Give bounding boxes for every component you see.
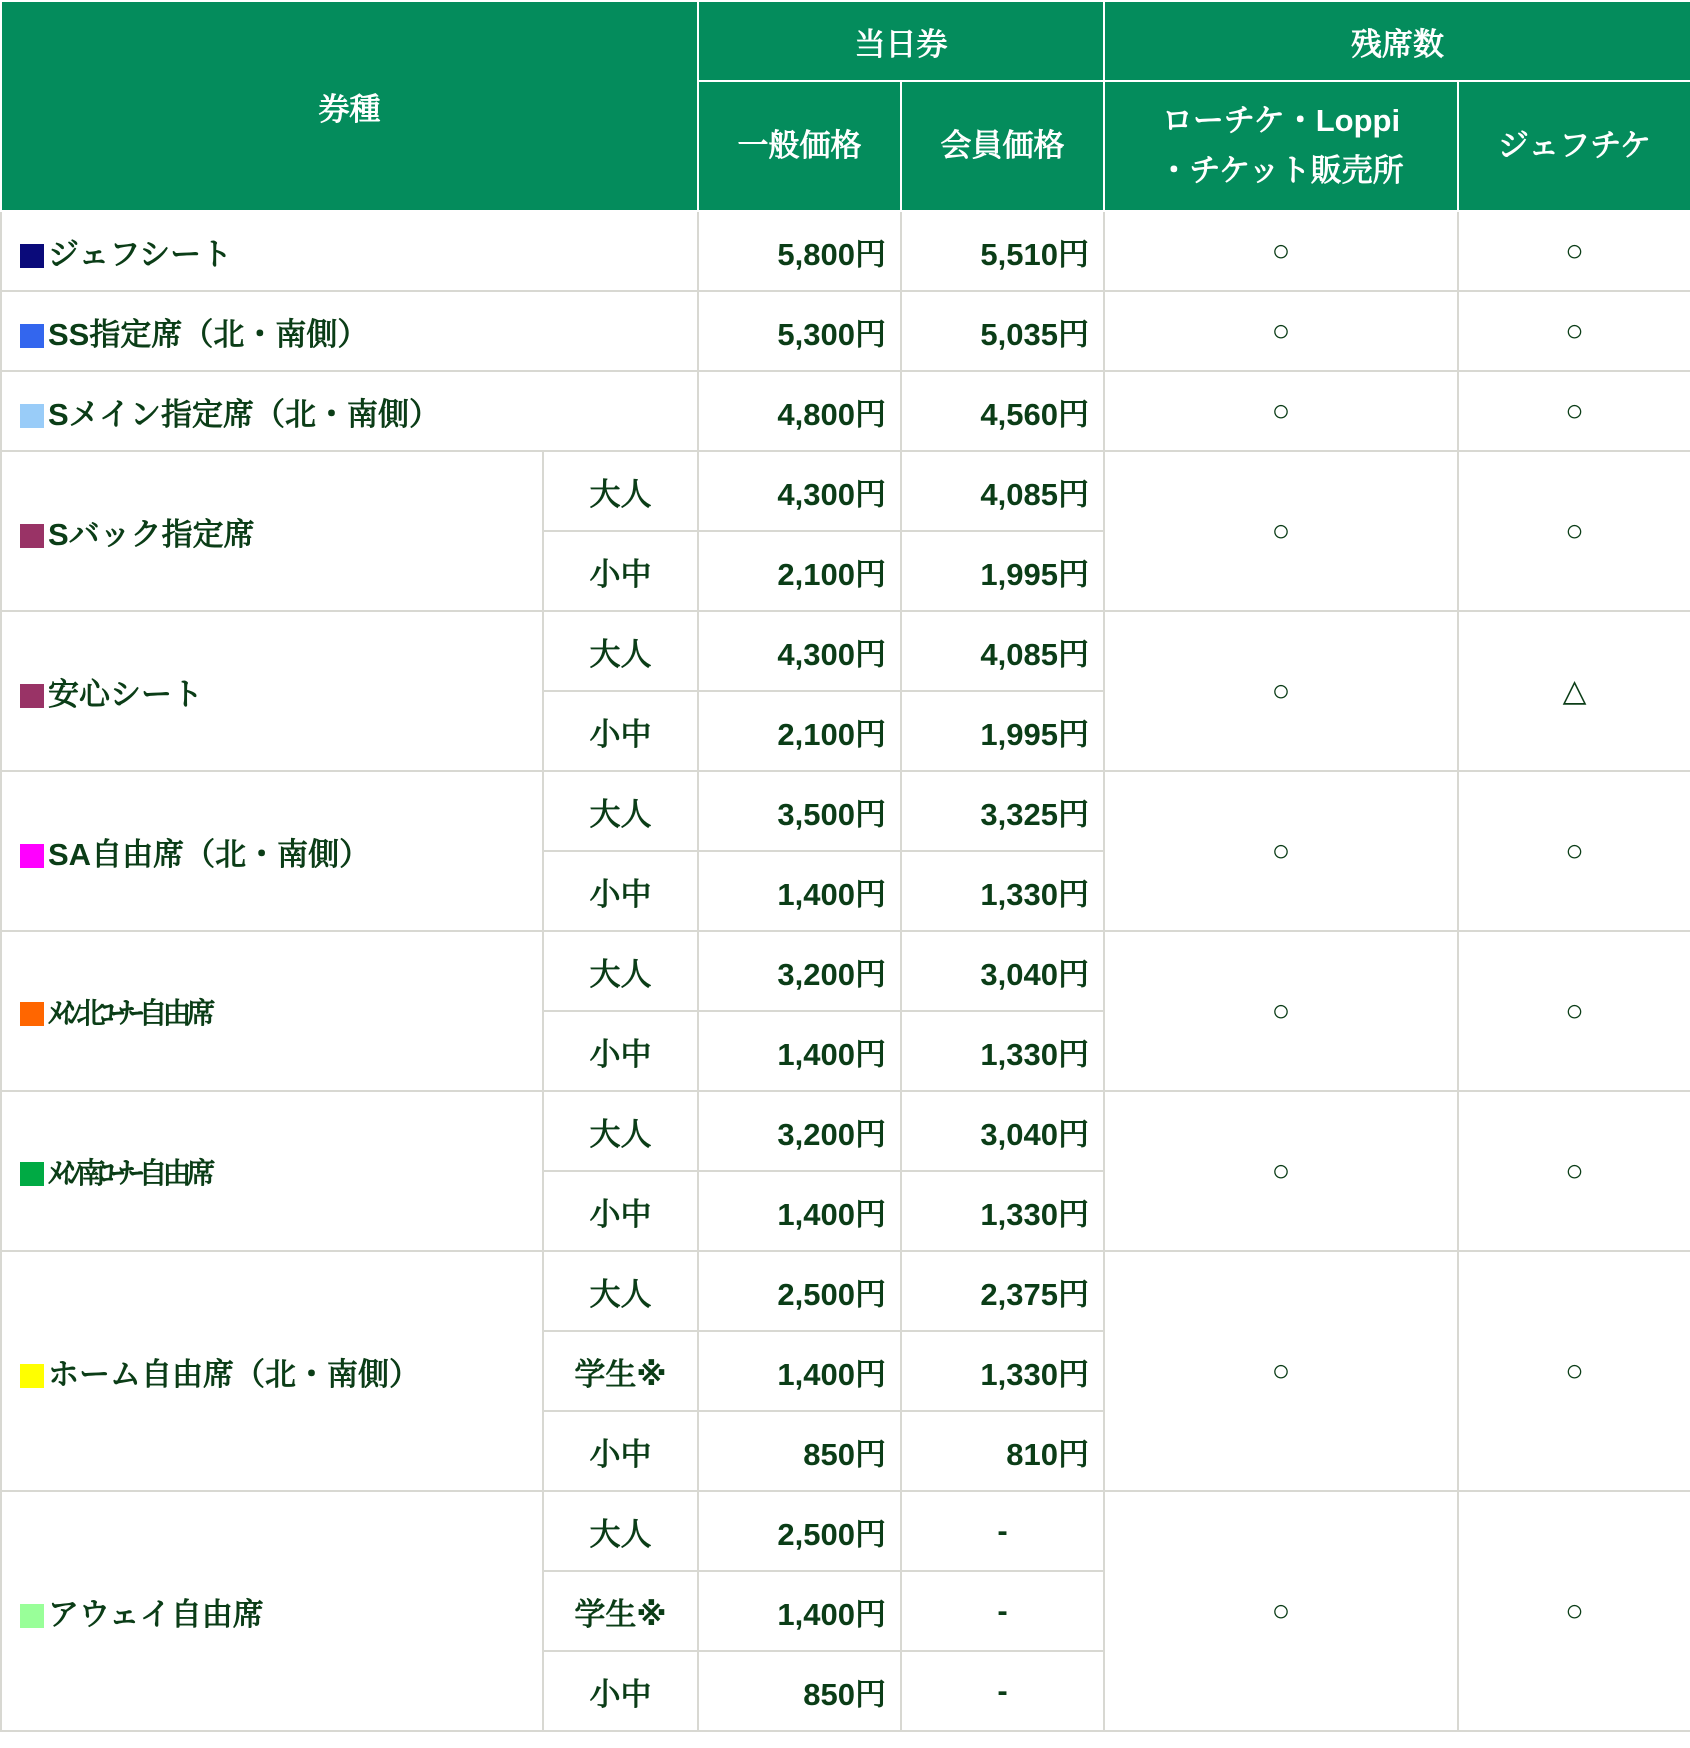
ticket-table-body: [1, 211, 1690, 1731]
seat-name: アウェイ自由席: [48, 1596, 264, 1632]
age-category: 学生※: [543, 1571, 698, 1651]
age-category: 小中: [543, 851, 698, 931]
lawson-availability: ○: [1104, 1491, 1458, 1731]
lawson-availability: ○: [1104, 931, 1458, 1091]
age-category: 小中: [543, 1411, 698, 1491]
seat-name: Sメイン指定席（北・南側）: [48, 396, 441, 432]
seat-name: SA自由席（北・南側）: [48, 836, 371, 872]
seat-color-swatch: [20, 1604, 44, 1628]
member-price: 5,035円: [901, 291, 1104, 371]
jef-availability: ○: [1458, 1091, 1690, 1251]
general-price: 1,400円: [698, 1171, 901, 1251]
lawson-availability: ○: [1104, 451, 1458, 611]
member-price: 1,330円: [901, 1331, 1104, 1411]
seat-name: ジェフシート: [48, 236, 233, 272]
lawson-availability: ○: [1104, 371, 1458, 451]
seat-color-swatch: [20, 844, 44, 868]
seat-name-cell: [1, 1091, 543, 1251]
age-category: 小中: [543, 1011, 698, 1091]
age-category: 大人: [543, 1491, 698, 1571]
age-category: 小中: [543, 1651, 698, 1731]
member-price: 4,560円: [901, 371, 1104, 451]
general-price: 850円: [698, 1651, 901, 1731]
jef-availability: ○: [1458, 771, 1690, 931]
table-row: [1, 211, 1690, 291]
member-price: 3,040円: [901, 1091, 1104, 1171]
jef-availability: ○: [1458, 291, 1690, 371]
seat-name-cell: [1, 611, 543, 771]
seat-name-cell: [1, 211, 698, 291]
seat-color-swatch: [20, 324, 44, 348]
member-price: 810円: [901, 1411, 1104, 1491]
general-price: 2,100円: [698, 531, 901, 611]
member-price: 1,330円: [901, 1171, 1104, 1251]
general-price: 1,400円: [698, 851, 901, 931]
age-category: 小中: [543, 691, 698, 771]
header-remaining-seats: 残席数: [1104, 1, 1690, 81]
table-row: [1, 451, 1690, 531]
seat-name-cell: [1, 931, 543, 1091]
seat-name: ﾒｲﾝ北ｺｰﾅｰ自由席: [48, 997, 211, 1030]
general-price: 4,300円: [698, 611, 901, 691]
general-price: 2,500円: [698, 1491, 901, 1571]
seat-name-cell: [1, 1491, 543, 1731]
general-price: 1,400円: [698, 1011, 901, 1091]
seat-name-cell: [1, 1251, 543, 1491]
age-category: 小中: [543, 1171, 698, 1251]
general-price: 5,300円: [698, 291, 901, 371]
general-price: 3,200円: [698, 931, 901, 1011]
general-price: 1,400円: [698, 1331, 901, 1411]
jef-availability: ○: [1458, 371, 1690, 451]
age-category: 大人: [543, 1091, 698, 1171]
member-price: -: [901, 1491, 1104, 1571]
table-row: [1, 1251, 1690, 1331]
seat-color-swatch: [20, 244, 44, 268]
header-ticket-type: 券種: [1, 1, 698, 211]
general-price: 850円: [698, 1411, 901, 1491]
jef-availability: ○: [1458, 211, 1690, 291]
lawson-availability: ○: [1104, 211, 1458, 291]
table-row: [1, 1491, 1690, 1571]
seat-color-swatch: [20, 1162, 44, 1186]
header-lawson-line1: ローチケ・Loppi: [1161, 103, 1401, 138]
seat-name-cell: [1, 451, 543, 611]
age-category: 小中: [543, 531, 698, 611]
lawson-availability: ○: [1104, 611, 1458, 771]
member-price: 1,995円: [901, 531, 1104, 611]
jef-availability: ○: [1458, 1491, 1690, 1731]
age-category: 大人: [543, 611, 698, 691]
seat-name: SS指定席（北・南側）: [48, 316, 369, 352]
member-price: 3,325円: [901, 771, 1104, 851]
seat-name-cell: [1, 371, 698, 451]
member-price: -: [901, 1651, 1104, 1731]
member-price: 5,510円: [901, 211, 1104, 291]
lawson-availability: ○: [1104, 1251, 1458, 1491]
age-category: 大人: [543, 931, 698, 1011]
member-price: 2,375円: [901, 1251, 1104, 1331]
seat-color-swatch: [20, 684, 44, 708]
lawson-availability: ○: [1104, 1091, 1458, 1251]
seat-name: Sバック指定席: [48, 516, 255, 552]
general-price: 4,800円: [698, 371, 901, 451]
age-category: 大人: [543, 451, 698, 531]
age-category: 大人: [543, 1251, 698, 1331]
seat-color-swatch: [20, 524, 44, 548]
header-lawson-line2: ・チケット販売所: [1158, 153, 1404, 188]
table-row: [1, 931, 1690, 1011]
general-price: 4,300円: [698, 451, 901, 531]
seat-name-cell: [1, 771, 543, 931]
age-category: 大人: [543, 771, 698, 851]
member-price: 4,085円: [901, 611, 1104, 691]
lawson-availability: ○: [1104, 771, 1458, 931]
seat-color-swatch: [20, 1002, 44, 1026]
seat-name-cell: [1, 291, 698, 371]
table-row: [1, 611, 1690, 691]
member-price: 1,330円: [901, 1011, 1104, 1091]
seat-color-swatch: [20, 1364, 44, 1388]
seat-color-swatch: [20, 404, 44, 428]
header-lawson-ticket: [1104, 81, 1458, 211]
member-price: -: [901, 1571, 1104, 1651]
general-price: 3,500円: [698, 771, 901, 851]
header-general-price: 一般価格: [698, 81, 901, 211]
table-row: [1, 1091, 1690, 1171]
table-row: [1, 771, 1690, 851]
general-price: 2,100円: [698, 691, 901, 771]
header-day-ticket: 当日券: [698, 1, 1104, 81]
lawson-availability: ○: [1104, 291, 1458, 371]
table-row: [1, 371, 1690, 451]
general-price: 2,500円: [698, 1251, 901, 1331]
member-price: 1,995円: [901, 691, 1104, 771]
general-price: 1,400円: [698, 1571, 901, 1651]
member-price: 3,040円: [901, 931, 1104, 1011]
jef-availability: ○: [1458, 1251, 1690, 1491]
jef-availability: ○: [1458, 451, 1690, 611]
general-price: 3,200円: [698, 1091, 901, 1171]
member-price: 1,330円: [901, 851, 1104, 931]
seat-name: ホーム自由席（北・南側）: [48, 1356, 420, 1392]
header-jef-ticket: ジェフチケ: [1458, 81, 1690, 211]
seat-name: ﾒｲﾝ南ｺｰﾅｰ自由席: [48, 1157, 211, 1190]
general-price: 5,800円: [698, 211, 901, 291]
jef-availability: △: [1458, 611, 1690, 771]
member-price: 4,085円: [901, 451, 1104, 531]
jef-availability: ○: [1458, 931, 1690, 1091]
age-category: 学生※: [543, 1331, 698, 1411]
seat-name: 安心シート: [48, 676, 203, 712]
table-row: [1, 291, 1690, 371]
header-member-price: 会員価格: [901, 81, 1104, 211]
